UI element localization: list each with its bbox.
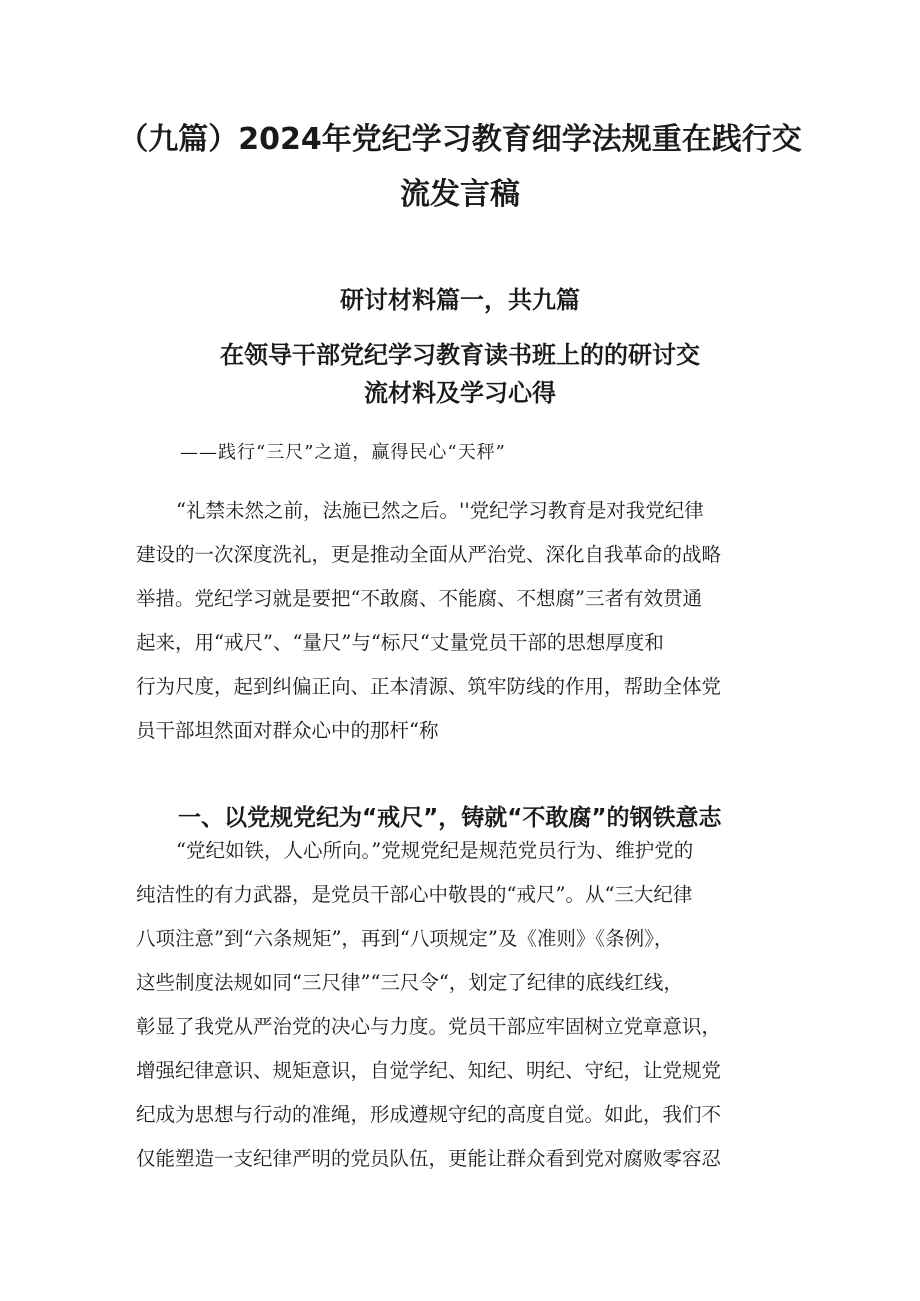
intro-line-3: 举措。党纪学习就是要把“不敢腐、不能腐、不想腐”三者有效贯通 — [136, 587, 702, 610]
subtitle: 研讨材料篇一，共九篇 — [340, 286, 580, 314]
intro-line-5: 行为尺度，起到纠偏正向、正本清源、筑牢防线的作用，帮助全体党 — [136, 675, 722, 698]
intro-line-2: 建设的一次深度洗礼，更是推动全面从严治党、深化自我革命的战略 — [136, 543, 722, 566]
section-1-line-2: 纯洁性的有力武器，是党员干部心中敬畏的“戒尺”。从“三大纪律 — [136, 883, 693, 906]
document-title-line-1: （九篇）2024年党纪学习教育细学法规重在践行交 — [118, 122, 802, 157]
document-title-line-2: 流发言稿 — [400, 177, 520, 212]
section-1-line-4: 这些制度法规如同“三尺律”“三尺令“，划定了纪律的底线红线， — [136, 971, 683, 994]
section-1-heading: 一、以党规党纪为“戒尺”，铸就“不敢腐”的钢铁意志 — [178, 805, 722, 831]
section-1-line-8: 仅能塑造一支纪律严明的党员队伍，更能让群众看到党对腐败零容忍 — [136, 1147, 722, 1170]
section-1-line-6: 增强纪律意识、规矩意识，自觉学纪、知纪、明纪、守纪，让党规党 — [136, 1059, 722, 1082]
motto: ——践行“三尺”之道，赢得民心“天秤” — [180, 442, 506, 463]
intro-line-6: 员干部坦然面对群众心中的那杆“称 — [136, 719, 439, 742]
article-title-line-1: 在领导干部党纪学习教育读书班上的的研讨交 — [220, 341, 700, 369]
article-title-line-2: 流材料及学习心得 — [364, 379, 556, 407]
section-1-line-3: 八项注意”到“六条规矩”，再到“八项规定”及《准则》《条例》， — [136, 927, 674, 950]
section-1-line-7: 纪成为思想与行动的准绳，形成遵规守纪的高度自觉。如此，我们不 — [136, 1103, 722, 1126]
intro-line-1: “礼禁未然之前，法施已然之后。''党纪学习教育是对我党纪律 — [176, 499, 704, 522]
intro-line-4: 起来，用“戒尺”、“量尺”与“标尺“丈量党员干部的思想厚度和 — [136, 631, 664, 654]
section-1-line-1: “党纪如铁，人心所向。”党规党纪是规范党员行为、维护党的 — [176, 839, 694, 862]
section-1-line-5: 彰显了我党从严治党的决心与力度。党员干部应牢固树立党章意识， — [136, 1015, 722, 1038]
